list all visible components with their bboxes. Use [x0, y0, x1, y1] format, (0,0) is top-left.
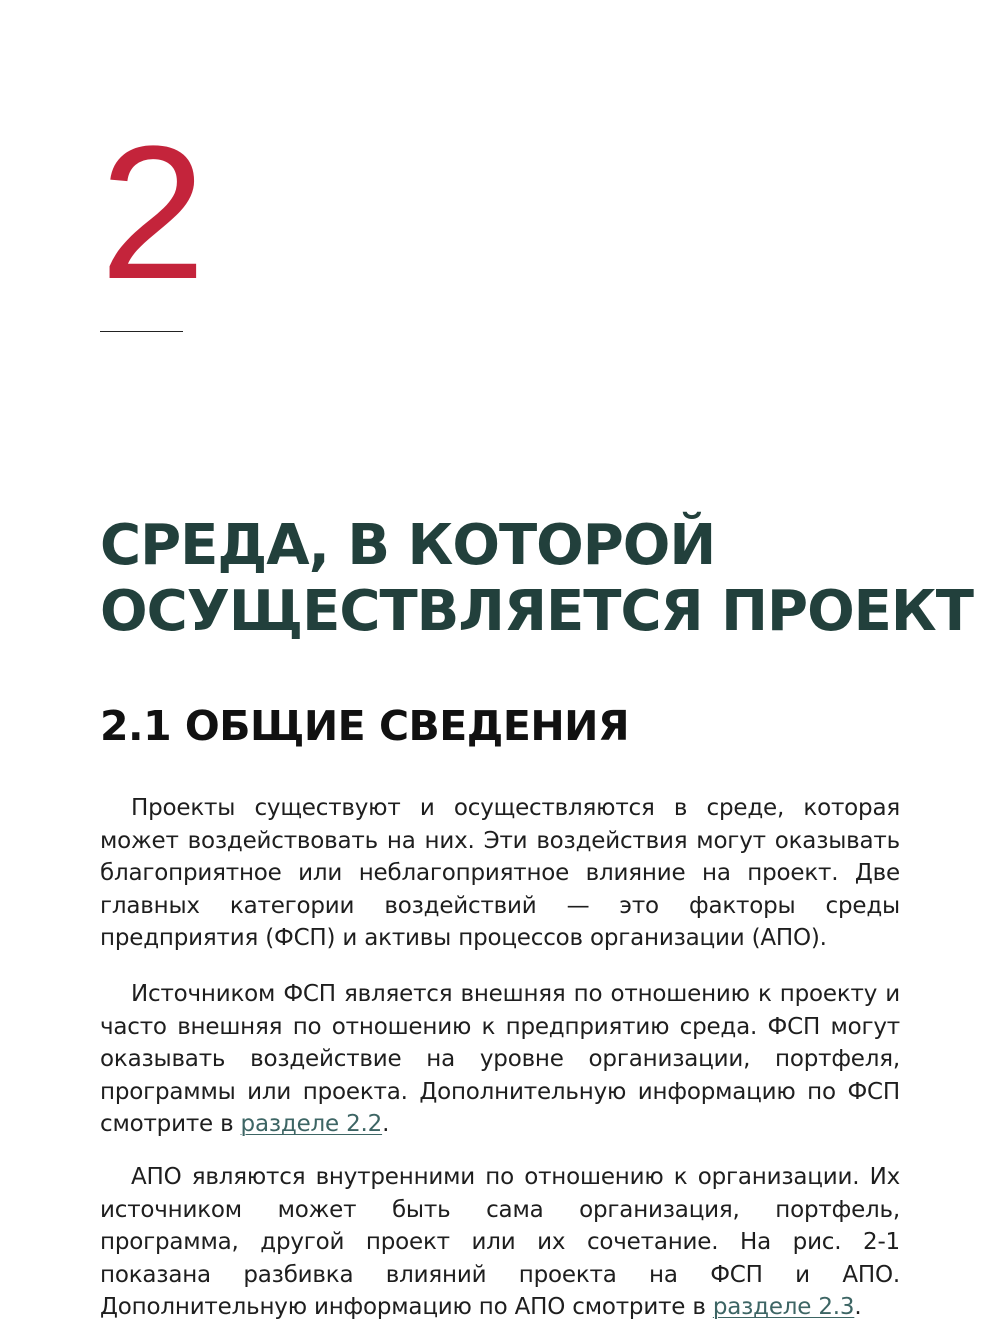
body-paragraph-3: [100, 1161, 900, 1324]
cross-reference-link-section-2-3[interactable]: разделе 2.3: [712, 1294, 855, 1320]
chapter-title-line-1: СРЕДА, В КОТОРОЙ: [100, 513, 716, 578]
paragraph-3-period: .: [854, 1294, 862, 1320]
cross-reference-link-section-2-2[interactable]: разделе 2.2: [240, 1111, 383, 1137]
paragraph-3-text: АПО являются внутренними по отношению к организации. Их источником может быть сама организация, портфель, программа, другой проект или их сочетание. На рис. 2-1 показана разбивка влияний проекта на ФСП и АПО. Дополнительную информацию по АПО смотрите в: [100, 1164, 900, 1320]
chapter-divider-rule: [100, 331, 183, 332]
chapter-title: [100, 513, 973, 645]
paragraph-2-text: Источником ФСП является внешняя по отношению к проекту и часто внешняя по отношению к предприятию среда. ФСП могут оказывать воздействие на уровне организации, портфеля, программы или проекта. Дополнительную информацию по ФСП смотрите в: [100, 981, 900, 1137]
chapter-title-line-2: ОСУЩЕСТВЛЯЕТСЯ ПРОЕКТ: [100, 579, 973, 644]
section-title: 2.1 ОБЩИЕ СВЕДЕНИЯ: [100, 702, 630, 750]
paragraph-2-period: .: [382, 1111, 390, 1137]
body-paragraph-2: [100, 978, 900, 1141]
body-paragraph-1: Проекты существуют и осуществляются в среде, которая может воздействовать на них. Эти воздействия могут оказывать благоприятное или неблагоприятное влияние на проект. Две главных категории воздействий — это факторы среды предприятия (ФСП) и активы процессов организации (АПО).: [100, 795, 900, 951]
chapter-number: 2: [100, 107, 204, 319]
